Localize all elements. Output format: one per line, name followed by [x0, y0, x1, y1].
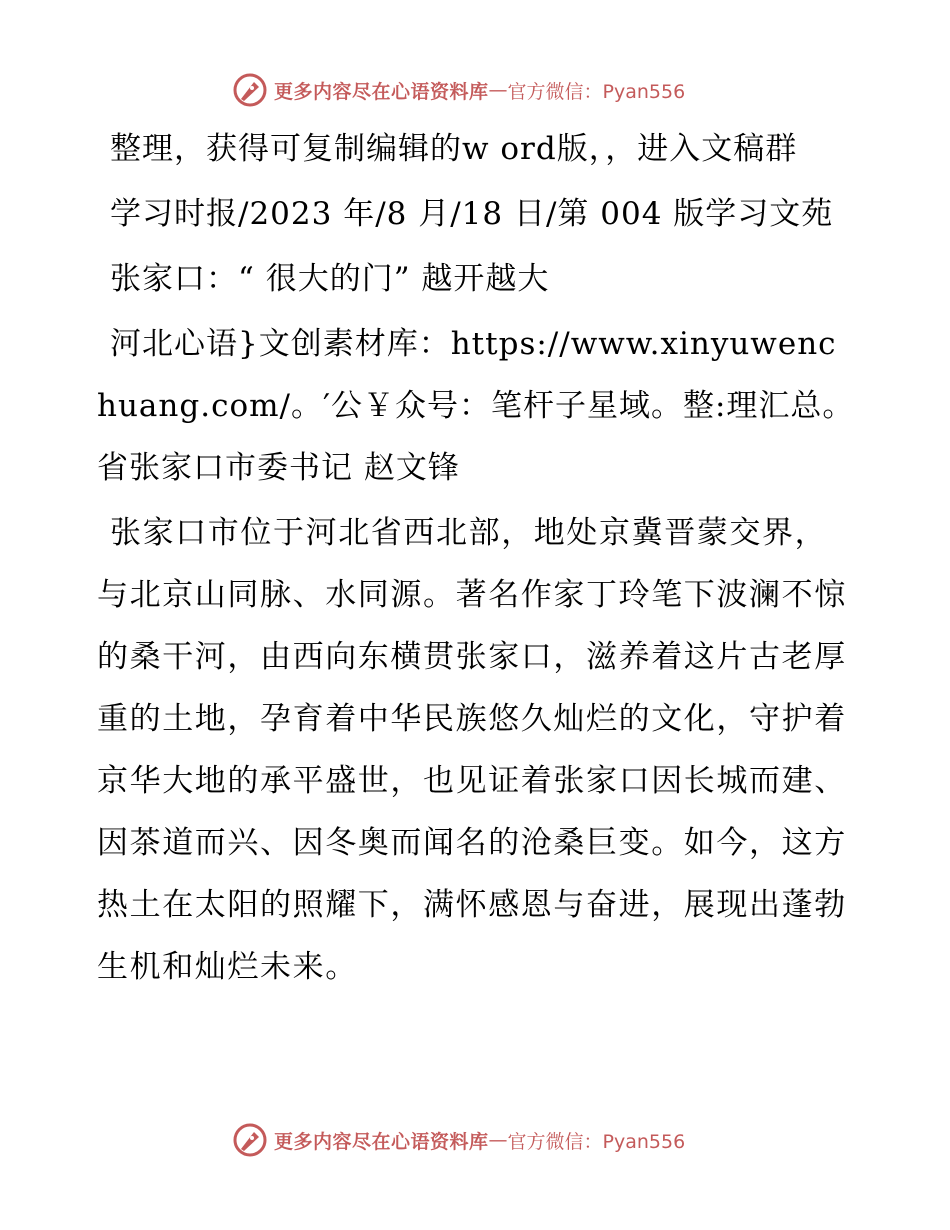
- source-line-paragraph: 学习时报/2023 年/8 月/18 日/第 004 版学习文苑: [110, 196, 834, 232]
- watermark-brand-text: 更多内容尽在心语资料库: [274, 80, 489, 103]
- watermark-separator: —: [488, 79, 508, 101]
- watermark-wechat-text: 官方微信：Pyan556: [507, 80, 686, 103]
- pen-nib-logo-icon: [232, 72, 268, 108]
- article-title: 张家口：“ 很大的门” 越开越大: [110, 261, 550, 297]
- pen-nib-logo-icon: [232, 1122, 268, 1158]
- watermark-separator: —: [488, 1129, 508, 1151]
- body-paragraph: 张家口市位于河北省西北部，地处京冀晋蒙交界，与北京山同脉、水同源。著名作家丁玲笔下波澜不惊的桑干河，由西向东横贯张家口，滋养着这片古老厚重的土地，孕育着中华民族悠久灿烂的文化，守护着京华大地的承平盛世，也见证着张家口因长城而建、因茶道而兴、因冬奥而闻名的沧桑巨变。如今，这方热土在太阳的照耀下，满怀感恩与奋进，展现出蓬勃生机和灿烂未来。: [97, 515, 847, 985]
- watermark-banner-bottom: [232, 1120, 685, 1160]
- intro-note-paragraph: 整理，获得可复制编辑的w ord版，，进入文稿群: [110, 131, 798, 167]
- source-and-author-paragraph: 河北心语}文创素材库：https://www.xinyuwenchuang.com/。′公￥众号：笔杆子星域。整:理汇总。省张家口市委书记 赵文锋: [97, 326, 855, 486]
- watermark-banner-top: [232, 70, 685, 110]
- watermark-wechat-text: 官方微信：Pyan556: [507, 1130, 686, 1153]
- document-body: [97, 118, 857, 1001]
- watermark-brand-text: 更多内容尽在心语资料库: [274, 1130, 489, 1153]
